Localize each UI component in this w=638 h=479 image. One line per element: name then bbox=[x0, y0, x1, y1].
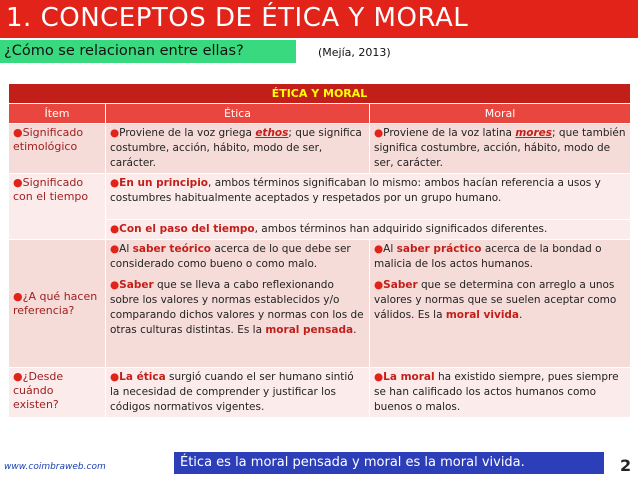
row-item-label: Significado con el tiempo bbox=[13, 176, 89, 203]
cell-text: Al bbox=[119, 243, 133, 255]
bullet-icon: ● bbox=[110, 279, 120, 291]
paragraph bbox=[374, 278, 626, 323]
keyword: Con el paso del tiempo bbox=[119, 223, 255, 235]
paragraph bbox=[110, 278, 365, 338]
bullet-icon: ● bbox=[13, 176, 23, 189]
bullet-icon: ● bbox=[110, 177, 120, 189]
row-item-cell bbox=[9, 124, 106, 174]
bullet-icon: ● bbox=[13, 126, 23, 139]
keyword: La ética bbox=[119, 371, 166, 383]
table-row bbox=[9, 368, 631, 418]
paragraph bbox=[374, 242, 626, 272]
etica-cell bbox=[106, 368, 370, 418]
moral-cell bbox=[370, 124, 631, 174]
shared-cell bbox=[106, 174, 631, 220]
keyword: moral vivida bbox=[445, 309, 520, 321]
keyword: saber teórico bbox=[132, 243, 212, 255]
row-item-label: ¿Desde cuándo existen? bbox=[13, 370, 64, 411]
keyword: mores bbox=[515, 127, 553, 139]
bullet-icon: ● bbox=[13, 370, 23, 383]
etica-cell bbox=[106, 240, 370, 368]
row-item-cell bbox=[9, 174, 106, 240]
cell-text: , ambos términos han adquirido significados diferentes. bbox=[254, 223, 548, 235]
cell-text: Proviene de la voz griega bbox=[119, 127, 256, 139]
footer-quote-box bbox=[174, 452, 604, 474]
shared-cell bbox=[106, 220, 631, 240]
etica-cell bbox=[106, 124, 370, 174]
table-column-header-row bbox=[9, 104, 631, 124]
bullet-icon: ● bbox=[110, 127, 120, 139]
bullet-icon: ● bbox=[110, 243, 120, 255]
moral-cell bbox=[370, 240, 631, 368]
row-item-label: Significado etimológico bbox=[13, 126, 84, 153]
cell-text: que se determina con arreglo a unos valores y normas que se suelen aceptar como válidos. Es la bbox=[374, 279, 617, 321]
title-bar bbox=[0, 0, 638, 38]
paragraph bbox=[110, 242, 365, 272]
bullet-icon: ● bbox=[110, 223, 120, 235]
citation: (Mejía, 2013) bbox=[318, 46, 391, 59]
keyword: saber práctico bbox=[396, 243, 482, 255]
keyword: ethos bbox=[255, 127, 289, 139]
cell-text: ; que también significa costumbre, acción, hábito, modo de ser, carácter. bbox=[374, 127, 626, 169]
cell-text: surgió cuando el ser humano sintió la necesidad de comprender y justificar los códigos normativos vigentes. bbox=[110, 371, 354, 413]
page-subtitle: ¿Cómo se relacionan entre ellas? bbox=[4, 43, 244, 59]
bullet-icon: ● bbox=[374, 127, 384, 139]
cell-text: . bbox=[519, 309, 523, 321]
table-row bbox=[9, 124, 631, 174]
cell-text: Proviene de la voz latina bbox=[383, 127, 516, 139]
column-header-moral: Moral bbox=[370, 104, 631, 124]
bullet-icon: ● bbox=[110, 371, 120, 383]
row-item-cell bbox=[9, 240, 106, 368]
page-title: 1. CONCEPTOS DE ÉTICA Y MORAL bbox=[6, 3, 469, 33]
cell-text: ha existido siempre, pues siempre se han calificado los actos humanos como buenos o malos. bbox=[374, 371, 619, 413]
table-main-header-row bbox=[9, 84, 631, 104]
keyword: La moral bbox=[383, 371, 435, 383]
cell-text: , ambos términos significaban lo mismo: ambos hacían referencia a usos y costumbres habitualmente aceptados y respetados por un grupo humano. bbox=[110, 177, 601, 204]
keyword: Saber bbox=[383, 279, 418, 291]
column-header-item: Ítem bbox=[9, 104, 106, 124]
cell-text: acerca de lo que debe ser considerado como bueno o como malo. bbox=[110, 243, 351, 270]
cell-text: acerca de la bondad o malicia de los actos humanos. bbox=[374, 243, 602, 270]
table-row bbox=[9, 174, 631, 220]
keyword: moral pensada bbox=[265, 324, 354, 336]
table-main-header: ÉTICA Y MORAL bbox=[9, 84, 631, 104]
cell-text: ; que significa costumbre, acción, hábito, modo de ser, carácter. bbox=[110, 127, 362, 169]
page-number: 2 bbox=[620, 456, 632, 475]
footer-quote: Ética es la moral pensada y moral es la moral vivida. bbox=[180, 455, 525, 470]
table-row bbox=[9, 240, 631, 368]
cell-text: que se lleva a cabo reflexionando sobre los valores y normas establecidos y/o comparando dichos valores y normas con los de otras culturas distintas. Es la bbox=[110, 279, 364, 336]
subtitle-box bbox=[0, 40, 296, 63]
bullet-icon: ● bbox=[374, 243, 384, 255]
bullet-icon: ● bbox=[13, 289, 23, 303]
website-link[interactable]: www.coimbraweb.com bbox=[4, 462, 106, 472]
row-item-label: ¿A qué hacen referencia? bbox=[13, 289, 98, 317]
moral-cell bbox=[370, 368, 631, 418]
column-header-etica: Ética bbox=[106, 104, 370, 124]
row-item-cell bbox=[9, 368, 106, 418]
comparison-table bbox=[8, 83, 631, 418]
bullet-icon: ● bbox=[374, 279, 384, 291]
cell-text: Al bbox=[383, 243, 397, 255]
bullet-icon: ● bbox=[374, 371, 384, 383]
cell-text: . bbox=[353, 324, 357, 336]
keyword: En un principio bbox=[119, 177, 209, 189]
keyword: Saber bbox=[119, 279, 154, 291]
